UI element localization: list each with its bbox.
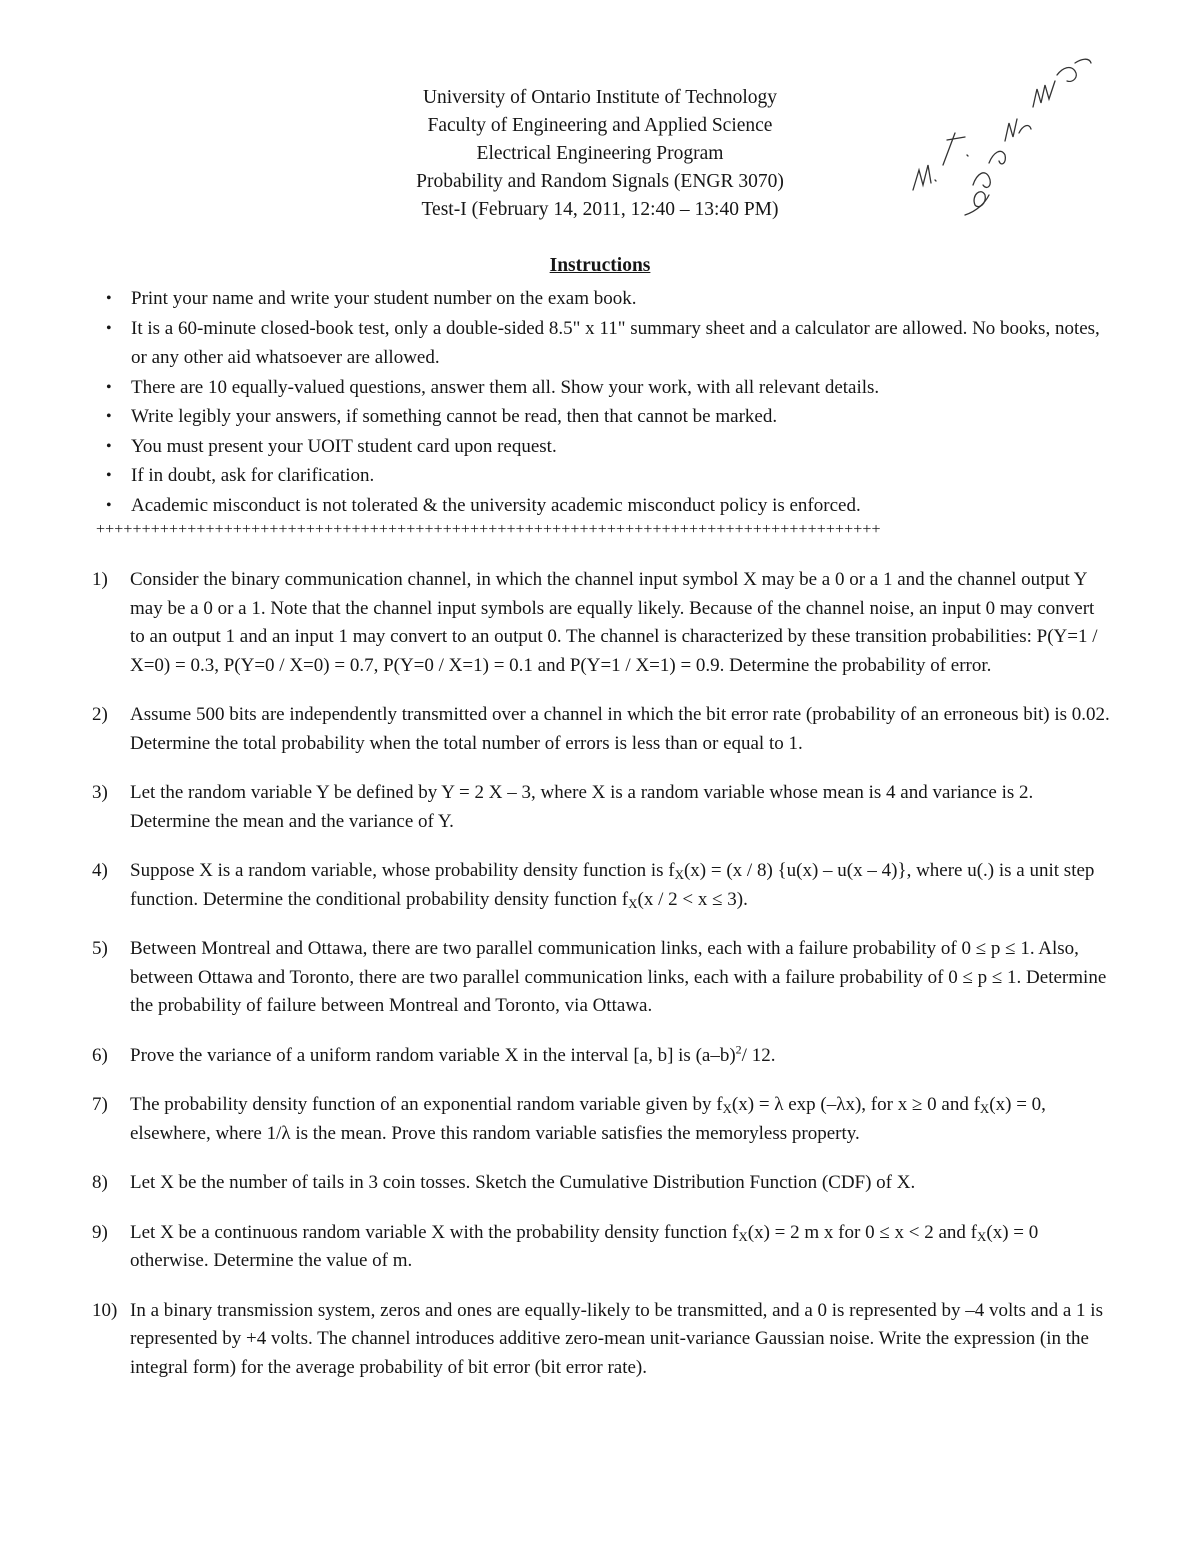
question-text: Consider the binary communication channel, in which the channel input symbol X may be a 0 or a 1 and the channel output Y may be a 0 or a 1. Note that the channel input symbols are equally likely. Because of the channel noise, an input 0 may convert to an output 1 and an input 1 may convert to an output 0. The channel is characterized by these transition probabilities: P(Y=1 / X=0) = 0.3, P(Y=0 / X=0) = 0.7, P(Y=0 / X=1) = 0.1 and P(Y=1 / X=1) = 0.9. Determine the probability of error. <box>130 569 1098 676</box>
question-item <box>92 935 1110 1021</box>
question-text: Let X be a continuous random variable X with the probability density function $f_X(x) = 2$ m x for 0 ≤ x < 2 and $f_X(x) = 0$ otherwise. Determine the value of m. <box>130 1221 1039 1271</box>
question-number: 9) <box>92 1221 108 1243</box>
instructions-list <box>100 284 1110 520</box>
question-item <box>92 1169 1110 1198</box>
instruction-item: • Write legibly your answers, if something cannot be read, then that cannot be marked. <box>100 402 1110 432</box>
question-text: In a binary transmission system, zeros and ones are equally-likely to be transmitted, and a 0 is represented by –4 volts and a 1 is represented by +4 volts. The channel introduces additive zero-mean unit-variance Gaussian noise. Write the expression (in the integral form) for the average probability of bit error (bit error rate). <box>130 1299 1103 1378</box>
question-item <box>92 566 1110 680</box>
separator-line: ++++++++++++++++++++++++++++++++++++++++++++++++++++++++++++++++++++++++++++++++++++++ <box>96 521 881 538</box>
question-number: 1) <box>92 569 108 590</box>
question-item <box>92 1219 1110 1276</box>
test-date: Test-I (February 14, 2011, 12:40 – 13:40 PM) <box>421 199 779 220</box>
question-text: Suppose X is a random variable, whose probability density function is $f_X(x) = (x / 8)$ {u(x) – u(x – 4)}, where u(.) is a unit step function. Determine the conditional probability density function $f_X(x / 2 < x \le 3)$. <box>130 860 1095 911</box>
bullet-icon: • <box>106 467 112 484</box>
question-number: 10) <box>92 1299 118 1321</box>
question-number: 2) <box>92 704 108 725</box>
question-number: 4) <box>92 860 108 881</box>
signature-icon <box>905 45 1105 225</box>
question-number: 8) <box>92 1172 108 1193</box>
question-number: 5) <box>92 938 108 959</box>
bullet-icon: • <box>106 290 112 307</box>
question-text: Assume 500 bits are independently transmitted over a channel in which the bit error rate (probability of an erroneous bit) is 0.02. Determine the total probability when the total number of errors is less than or equal to 1. <box>130 704 1110 754</box>
instruction-item: • You must present your UOIT student card upon request. <box>100 432 1110 462</box>
question-text: Prove the variance of a uniform random variable X in the interval [a, b] is $(a-b)^2/$ 12. <box>130 1042 776 1066</box>
bullet-icon: • <box>106 437 112 455</box>
bullet-icon: • <box>106 378 112 396</box>
question-item <box>92 857 1110 914</box>
bullet-icon: • <box>106 408 112 425</box>
question-text: Between Montreal and Ottawa, there are two parallel communication links, each with a failure probability of 0 ≤ p ≤ 1. Also, between Ottawa and Toronto, there are two parallel communication links, each with a failure probability of 0 ≤ p ≤ 1. Determine the probability of failure between Montreal and Toronto, via Ottawa. <box>130 938 1107 1016</box>
instruction-item: • Academic misconduct is not tolerated & the university academic misconduct policy is enforced. <box>100 491 1110 521</box>
question-number: 3) <box>92 782 108 803</box>
question-item <box>92 1297 1110 1383</box>
faculty-name: Faculty of Engineering and Applied Science <box>427 115 773 136</box>
exam-header <box>300 84 900 224</box>
instructions-title: Instructions <box>549 255 651 276</box>
instruction-item: • There are 10 equally-valued questions, answer them all. Show your work, with all relevant details. <box>100 373 1110 403</box>
question-number: 6) <box>92 1044 108 1066</box>
question-number: 7) <box>92 1094 108 1115</box>
question-item <box>92 1042 1110 1071</box>
question-item <box>92 779 1110 836</box>
question-item <box>92 701 1110 758</box>
question-text: The probability density function of an exponential random variable given by $f_X(x) = \lambda$ exp (–λx), for x ≥ 0 and $f_X(x) = 0$, elsewhere, where 1/λ is the mean. Prove this random variable satisfies the memoryless property. <box>130 1094 1046 1144</box>
bullet-icon: • <box>106 496 112 514</box>
instruction-item: • Print your name and write your student number on the exam book. <box>100 284 1110 314</box>
instruction-item: • It is a 60-minute closed-book test, only a double-sided 8.5" x 11" summary sheet and a calculator are allowed. No books, notes, or any other aid whatsoever are allowed. <box>100 314 1110 373</box>
program-name: Electrical Engineering Program <box>476 143 724 164</box>
university-name: University of Ontario Institute of Technology <box>422 87 778 108</box>
instruction-item: • If in doubt, ask for clarification. <box>100 461 1110 491</box>
course-name: Probability and Random Signals (ENGR 3070) <box>416 171 784 192</box>
question-text: Let X be the number of tails in 3 coin tosses. Sketch the Cumulative Distribution Function (CDF) of X. <box>130 1172 916 1193</box>
bullet-icon: • <box>106 319 112 337</box>
question-item <box>92 1091 1110 1148</box>
question-text: Let the random variable Y be defined by Y = 2 X – 3, where X is a random variable whose mean is 4 and variance is 2. Determine the mean and the variance of Y. <box>130 782 1034 832</box>
questions-list <box>92 566 1110 1382</box>
